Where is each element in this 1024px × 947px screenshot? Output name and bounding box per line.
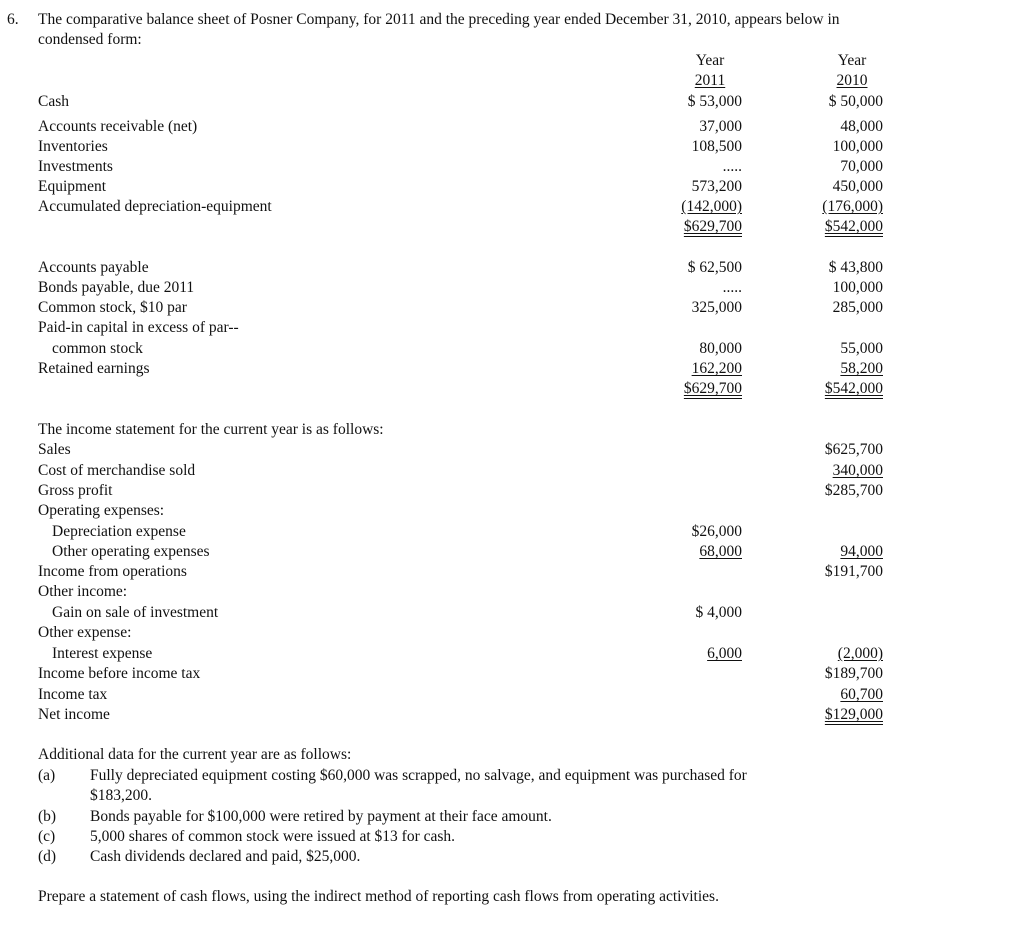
liability-value-2010: 285,000 — [832, 299, 883, 316]
liability-label-retained-earnings: Retained earnings — [38, 360, 150, 377]
asset-value-2010: 100,000 — [832, 138, 883, 155]
liability-value-2010: 58,200 — [840, 360, 883, 377]
header-2010-word: Year — [837, 52, 867, 69]
income-label-interest-expense: Interest expense — [52, 645, 153, 662]
liability-value-2010: $ 43,800 — [828, 259, 883, 276]
asset-value-2010: 450,000 — [832, 178, 883, 195]
income-value: $129,000 — [824, 706, 883, 723]
liability-label-bonds-payable: Bonds payable, due 2011 — [38, 279, 195, 296]
liability-value-2010: 100,000 — [832, 279, 883, 296]
asset-value-2010: 70,000 — [840, 158, 883, 175]
additional-letter-d: (d) — [38, 848, 57, 865]
additional-text-d: Cash dividends declared and paid, $25,000. — [90, 848, 361, 865]
income-label-net-income: Net income — [38, 706, 110, 723]
income-label-gross-profit: Gross profit — [38, 482, 113, 499]
income-intro: The income statement for the current year is as follows: — [38, 421, 384, 438]
liability-value-2011: $ 62,500 — [687, 259, 742, 276]
liability-label-paid-in-capital: Paid-in capital in excess of par-- — [38, 319, 239, 336]
additional-text-a-2: $183,200. — [90, 787, 152, 804]
income-label-sales: Sales — [38, 441, 71, 458]
income-label-other-operating: Other operating expenses — [52, 543, 210, 560]
header-2011-year: 2011 — [694, 72, 726, 89]
asset-label-receivables: Accounts receivable (net) — [38, 118, 198, 135]
header-2010-year: 2010 — [836, 72, 868, 89]
asset-label-investments: Investments — [38, 158, 113, 175]
asset-value-2011: 108,500 — [691, 138, 742, 155]
asset-value-2011: 37,000 — [699, 118, 742, 135]
additional-letter-c: (c) — [38, 828, 56, 845]
liability-value-2010: 55,000 — [840, 340, 883, 357]
income-value: $285,700 — [824, 482, 883, 499]
income-label-gain-on-sale: Gain on sale of investment — [52, 604, 219, 621]
assets-total-2010: $542,000 — [824, 218, 883, 235]
liability-label-common-stock: Common stock, $10 par — [38, 299, 187, 316]
income-value: 340,000 — [832, 462, 883, 479]
liability-label-paid-in-common-stock: common stock — [52, 340, 143, 357]
liability-label-accounts-payable: Accounts payable — [38, 259, 149, 276]
assets-total-2011: $629,700 — [683, 218, 742, 235]
asset-label-cash: Cash — [38, 93, 69, 110]
asset-label-inventories: Inventories — [38, 138, 108, 155]
income-value: $191,700 — [824, 563, 883, 580]
income-label-other-income: Other income: — [38, 583, 128, 600]
income-value: 94,000 — [840, 543, 883, 560]
income-subvalue: 68,000 — [699, 543, 742, 560]
intro-line-1: The comparative balance sheet of Posner Company, for 2011 and the preceding year ended December 31, 2010, appears below in — [38, 11, 840, 28]
additional-intro: Additional data for the current year are as follows: — [38, 746, 352, 763]
income-value: 60,700 — [840, 686, 883, 703]
liability-value-2011: 162,200 — [691, 360, 742, 377]
asset-value-2011: 573,200 — [691, 178, 742, 195]
additional-letter-a: (a) — [38, 767, 56, 784]
additional-text-c: 5,000 shares of common stock were issued at $13 for cash. — [90, 828, 456, 845]
intro-line-2: condensed form: — [38, 31, 142, 48]
problem-number: 6. — [7, 11, 19, 28]
asset-value-2010: $ 50,000 — [828, 93, 883, 110]
asset-value-2010: (176,000) — [822, 198, 883, 215]
income-value: $625,700 — [824, 441, 883, 458]
additional-letter-b: (b) — [38, 808, 57, 825]
additional-text-a-1: Fully depreciated equipment costing $60,000 was scrapped, no salvage, and equipment was purchased for — [90, 767, 747, 784]
asset-label-equipment: Equipment — [38, 178, 107, 195]
asset-value-2010: 48,000 — [840, 118, 883, 135]
income-label-income-tax: Income tax — [38, 686, 108, 703]
income-label-before-tax: Income before income tax — [38, 665, 201, 682]
instruction-text: Prepare a statement of cash flows, using the indirect method of reporting cash flows from operating activities. — [38, 888, 719, 905]
income-value: (2,000) — [837, 645, 883, 662]
liabilities-total-2010: $542,000 — [824, 380, 883, 397]
asset-value-2011: (142,000) — [681, 198, 742, 215]
asset-label-accum-depreciation: Accumulated depreciation-equipment — [38, 198, 272, 215]
asset-value-2011: $ 53,000 — [687, 93, 742, 110]
header-2011-word: Year — [695, 52, 725, 69]
liabilities-total-2011: $629,700 — [683, 380, 742, 397]
income-label-other-expense: Other expense: — [38, 624, 132, 641]
income-label-depreciation: Depreciation expense — [52, 523, 186, 540]
liability-value-2011: ..... — [722, 279, 742, 296]
income-subvalue: $26,000 — [691, 523, 742, 540]
income-label-income-from-operations: Income from operations — [38, 563, 187, 580]
income-label-cost-of-merchandise: Cost of merchandise sold — [38, 462, 196, 479]
additional-text-b: Bonds payable for $100,000 were retired by payment at their face amount. — [90, 808, 552, 825]
income-label-operating-expenses: Operating expenses: — [38, 502, 165, 519]
liability-value-2011: 325,000 — [691, 299, 742, 316]
liability-value-2011: 80,000 — [699, 340, 742, 357]
income-subvalue: $ 4,000 — [695, 604, 742, 621]
income-subvalue: 6,000 — [707, 645, 742, 662]
asset-value-2011: ..... — [722, 158, 742, 175]
income-value: $189,700 — [824, 665, 883, 682]
